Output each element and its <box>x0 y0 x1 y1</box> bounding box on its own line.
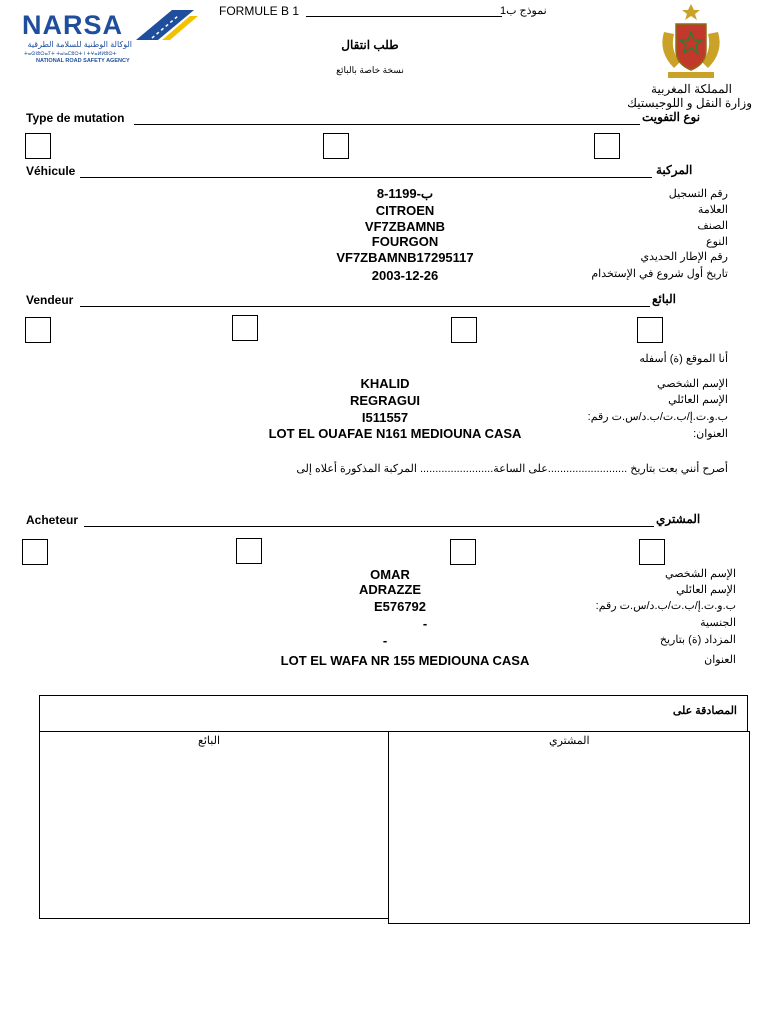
seller-id-label: ب.و.ت.إ/ب.ت/ب.د/س.ت رقم: <box>587 411 728 423</box>
seller-address-label: العنوان: <box>693 428 728 440</box>
moroccan-coat-of-arms-icon <box>656 2 726 80</box>
certification-header <box>39 695 748 731</box>
seller-first-name-value: KHALID <box>360 376 410 391</box>
form-subtitle: نسخة خاصة بالبائع <box>336 65 404 75</box>
mutation-checkbox-3[interactable] <box>594 133 620 159</box>
buyer-last-name-value: ADRAZZE <box>358 582 422 597</box>
buyer-nationality-label: الجنسية <box>700 617 736 629</box>
first-use-date-label: تاريخ أول شروع في الإستخدام <box>591 268 728 280</box>
seller-last-name-label: الإسم العائلي <box>668 394 728 406</box>
buyer-id-value: E576792 <box>373 599 427 614</box>
buyer-checkbox-4[interactable] <box>639 539 665 565</box>
seller-label-ar: البائع <box>652 292 676 306</box>
vehicle-label-ar: المركبة <box>656 163 693 177</box>
seller-signature-cell[interactable] <box>39 731 388 919</box>
seller-checkbox-2[interactable] <box>232 315 258 341</box>
formule-arabic: نموذج ب1 <box>500 5 547 17</box>
buyer-signature-cell[interactable] <box>388 731 750 924</box>
buyer-nationality-value: - <box>422 616 428 631</box>
mutation-checkbox-2[interactable] <box>323 133 349 159</box>
buyer-first-name-label: الإسم الشخصي <box>665 568 736 580</box>
kingdom-name: المملكة المغربية <box>651 82 732 96</box>
seller-intro: أنا الموقع (ة) أسفله <box>639 353 728 365</box>
seller-first-name-label: الإسم الشخصي <box>657 378 728 390</box>
brand-label: العلامة <box>697 204 728 216</box>
narsa-logo-tifinagh: ⵜⴰⵙⵏⵓⵔⴰⵢⵜ ⵜⴰⵏⴰⵎⵓⵔⵜ ⵏ ⵜⵖⴰⵍⵍⵓⵙⵜ <box>24 51 117 57</box>
seller-declaration: أصرح أنني بعت بتاريخ ..........................على الساعة........................ المركبة المذكورة أعلاه إلى <box>296 463 728 475</box>
certification-title: المصادقة على <box>672 705 737 717</box>
model-value: VF7ZBAMNB <box>364 219 446 234</box>
type-label: النوع <box>706 236 728 248</box>
registration-label: رقم التسجيل <box>668 188 728 200</box>
buyer-checkbox-2[interactable] <box>236 538 262 564</box>
buyer-id-label: ب.و.ت.إ/ب.ت/ب.د/س.ت رقم: <box>595 600 736 612</box>
first-use-date-value: 2003-12-26 <box>371 268 439 283</box>
mutation-label-fr: Type de mutation <box>26 111 125 125</box>
form-title: طلب انتقال <box>341 38 399 52</box>
narsa-logo-english: NATIONAL ROAD SAFETY AGENCY <box>36 58 130 64</box>
formule-label: FORMULE B 1 <box>219 4 300 18</box>
brand-value: CITROEN <box>375 203 435 218</box>
buyer-address-value: LOT EL WAFA NR 155 MEDIOUNA CASA <box>280 653 530 668</box>
ministry-name: وزارة النقل و اللوجيستيك <box>627 96 752 110</box>
mutation-checkbox-1[interactable] <box>25 133 51 159</box>
vehicle-label-fr: Véhicule <box>26 164 76 178</box>
registration-value: 8-ب-1199 <box>376 186 434 201</box>
seller-signature-label: البائع <box>198 735 220 747</box>
buyer-first-name-value: OMAR <box>370 567 410 582</box>
narsa-logo <box>22 8 202 68</box>
type-value: FOURGON <box>371 234 439 249</box>
seller-label-fr: Vendeur <box>26 293 74 307</box>
buyer-last-name-label: الإسم العائلي <box>676 584 736 596</box>
narsa-logo-arabic: الوكالة الوطنية للسلامة الطرقية <box>27 40 132 49</box>
seller-id-value: I511557 <box>361 410 409 425</box>
buyer-label-ar: المشتري <box>656 512 701 526</box>
buyer-birthdate-label: المزداد (ة) بتاريخ <box>659 634 736 646</box>
chassis-label: رقم الإطار الحديدي <box>640 251 728 263</box>
buyer-address-label: العنوان <box>704 654 736 666</box>
buyer-label-fr: Acheteur <box>26 513 79 527</box>
buyer-signature-label: المشتري <box>549 735 590 747</box>
road-swoosh-icon <box>132 8 202 42</box>
buyer-checkbox-3[interactable] <box>450 539 476 565</box>
buyer-checkbox-1[interactable] <box>22 539 48 565</box>
seller-address-value: LOT EL OUAFAE N161 MEDIOUNA CASA <box>268 426 522 441</box>
seller-checkbox-3[interactable] <box>451 317 477 343</box>
seller-checkbox-1[interactable] <box>25 317 51 343</box>
model-label: الصنف <box>697 220 728 232</box>
narsa-logo-text: NARSA <box>22 10 124 40</box>
certification-table <box>39 695 750 928</box>
chassis-value: VF7ZBAMNB17295117 <box>336 250 474 265</box>
seller-last-name-value: REGRAGUI <box>349 393 421 408</box>
buyer-birthdate-value: - <box>382 633 388 648</box>
mutation-label-ar: نوع التفويت <box>642 110 701 124</box>
seller-checkbox-4[interactable] <box>637 317 663 343</box>
